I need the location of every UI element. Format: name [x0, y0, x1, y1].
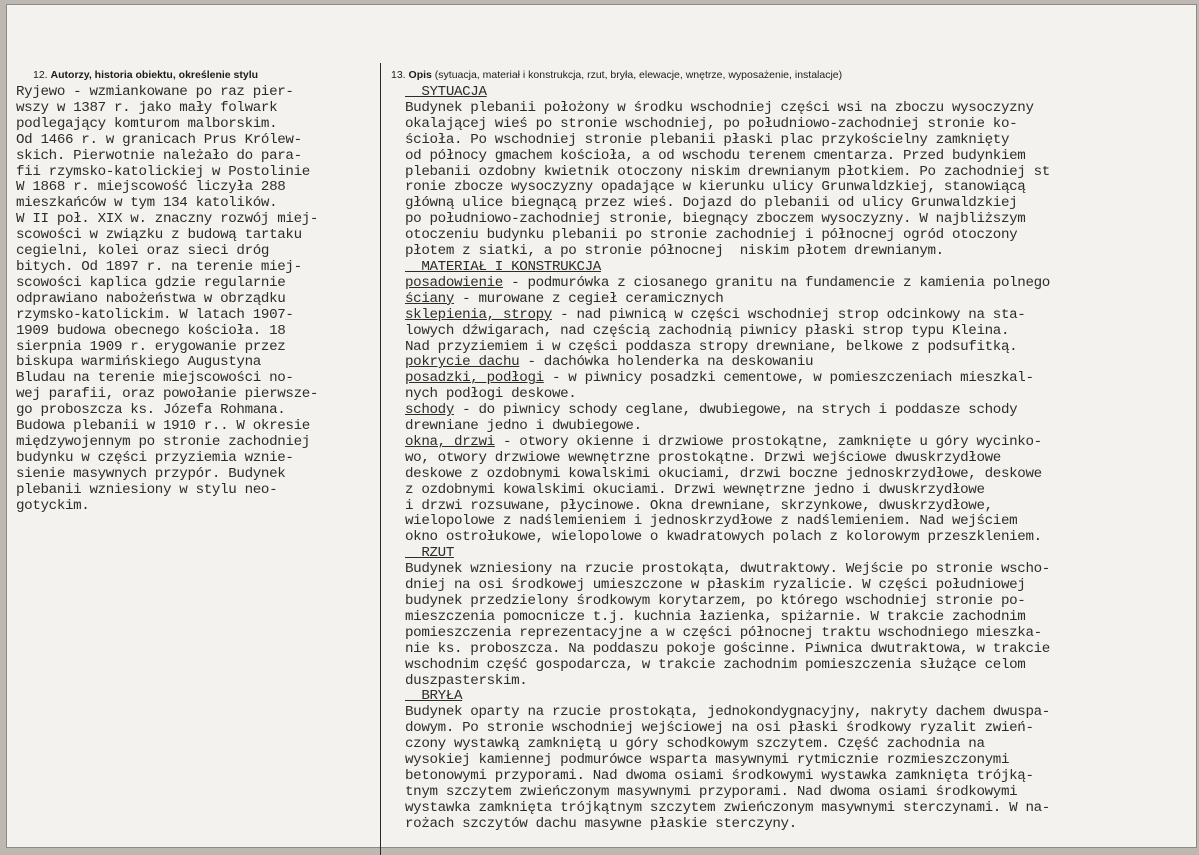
- description-line: [405, 578, 1050, 594]
- description-text-run: wystawka zamknięta trójkątnym szczytem zwieńczonym masywnymi sterczynami. W na-: [405, 799, 1050, 816]
- description-line: [405, 451, 1050, 467]
- history-line: Budowa plebanii w 1910 r.. W okresie: [16, 418, 310, 435]
- history-line: W II poł. XIX w. znaczny rozwój miej-: [16, 211, 319, 228]
- description-text-run: pomieszczenia reprezentacyjne a w części północnej traktu wschodniego mieszka-: [405, 624, 1042, 641]
- left-heading: [33, 69, 258, 81]
- history-line: go proboszcza ks. Józefa Rohmana.: [16, 402, 286, 419]
- history-line: międzywojennym po stronie zachodniej: [16, 433, 310, 450]
- section-label: ściany: [405, 290, 454, 307]
- description-text-run: płotem z siatki, a po stronie północnej niskim płotem drewnianym.: [405, 243, 944, 260]
- right-heading-number: 13.: [391, 69, 406, 81]
- description-text-run: wo, otwory drzwiowe wewnętrzne prostokątne. Drzwi wejściowe dwuskrzydłowe: [405, 449, 1001, 466]
- description-text-run: dniej na osi środkowej umieszczone w płaskim ryzalicie. W części południowej: [405, 577, 1026, 594]
- description-line: [405, 180, 1050, 196]
- description-line: [405, 212, 1050, 228]
- description-line: [405, 737, 1050, 753]
- description-text-run: lowych dźwigarach, nad częścią zachodnią piwnicy płaski strop typu Kleina.: [405, 322, 1010, 339]
- section-label: posadzki, podłogi: [405, 370, 544, 387]
- section-label: okna, drzwi: [405, 433, 495, 450]
- description-line: [405, 340, 1050, 356]
- description-text: [405, 85, 1050, 833]
- description-text-run: i drzwi rozsuwane, płycinowe. Okna drewniane, skrzynkowe, dwuskrzydłowe,: [405, 497, 993, 514]
- history-line: gotyckim.: [16, 497, 90, 514]
- section-label: schody: [405, 402, 454, 419]
- description-line: [405, 514, 1050, 530]
- description-text-run: budynek przedzielony środkowym korytarzem, po którego wschodniej stronie po-: [405, 593, 1026, 609]
- description-line: [405, 260, 1050, 276]
- description-line: [405, 228, 1050, 244]
- description-text-run: Budynek plebanii położony w środku wschodniej części wsi na zboczu wysoczyzny: [405, 99, 1034, 116]
- history-line: budynku w części przyziemia wznie-: [16, 449, 294, 466]
- section-label: SYTUACJA: [405, 84, 487, 100]
- description-text-run: nie ks. proboszcza. Na poddaszu pokoje gościnne. Piwnica dwutraktowa, w trakcie: [405, 640, 1050, 657]
- description-line: [405, 546, 1050, 562]
- history-line: plebanii wzniesiony w stylu neo-: [16, 481, 278, 498]
- description-text-run: duszpasterskim.: [405, 672, 528, 689]
- section-label: pokrycie dachu: [405, 354, 520, 371]
- description-line: [405, 165, 1050, 181]
- description-text-run: wielopolowe z nadślemieniem i jednoskrzydłowe z nadślemieniem. Nad wejściem: [405, 513, 1018, 530]
- description-text-run: nych podłogi deskowe.: [405, 386, 577, 403]
- description-line: [405, 324, 1050, 340]
- history-line: skich. Pierwotnie należało do para-: [16, 147, 302, 164]
- description-text-run: - w piwnicy posadzki cementowe, w pomieszczeniach mieszkal-: [543, 370, 1034, 387]
- description-text-run: plebanii ozdobny kwietnik otoczony niskim drewnianym płotkiem. Po zachodniej st: [405, 163, 1050, 180]
- description-line: [405, 355, 1050, 371]
- section-label: MATERIAŁ I KONSTRUKCJA: [405, 258, 601, 275]
- history-line: wej parafii, oraz powołanie pierwsze-: [16, 386, 319, 403]
- description-text-run: - podmurówka z ciosanego granitu na fundamencie z kamienia polnego: [502, 274, 1050, 291]
- description-text-run: otoczeniu budynku plebanii po stronie zachodniej i północnej ogród otoczony: [405, 227, 1018, 244]
- description-text-run: czony wystawką zamkniętą u góry schodkowym szczytem. Część zachodnia na: [405, 736, 985, 753]
- description-text-run: dowym. Po stronie wschodniej wejściowej na osi płaski środkowy ryzalit zwień-: [405, 720, 1034, 737]
- description-text-run: - otwory okienne i drzwiowe prostokątne, zamknięte u góry wycinko-: [494, 433, 1042, 450]
- document-sheet: [6, 4, 1197, 848]
- history-line: bitych. Od 1897 r. na terenie miej-: [16, 258, 302, 275]
- description-line: [405, 276, 1050, 292]
- description-line: [405, 403, 1050, 419]
- description-line: [405, 785, 1050, 801]
- section-label: BRYŁA: [405, 688, 463, 705]
- description-text-run: tnym szczytem zwieńczonym masywnymi przyporami. Nad dwoma osiami środkowymi: [405, 783, 1018, 800]
- left-heading-title: Autorzy, historia obiektu, określenie stylu: [50, 69, 259, 81]
- description-line: [405, 419, 1050, 435]
- right-heading-detail: (sytuacja, materiał i konstrukcja, rzut, bryła, elewacje, wnętrze, wyposażenie, instalacje): [434, 69, 843, 81]
- description-text-run: główną ulice biegnącą przez wieś. Dojazd do plebanii od ulicy Grunwaldzkiej: [405, 195, 1018, 212]
- description-line: [405, 387, 1050, 403]
- history-line: wszy w 1387 r. jako mały folwark: [16, 99, 278, 116]
- history-line: sienie masywnych przypór. Budynek: [16, 465, 286, 482]
- history-line: odprawiano nabożeństwa w obrządku: [16, 290, 286, 307]
- history-line: Ryjewo - wzmiankowane po raz pier-: [16, 84, 294, 100]
- history-text: [16, 85, 318, 514]
- description-text-run: rożach szczytów dachu masywne płaskie sterczyny.: [405, 815, 797, 832]
- description-text-run: Budynek oparty na rzucie prostokąta, jednokondygnacyjny, nakryty dachem dwuspa-: [405, 704, 1050, 721]
- history-line: biskupa warmińskiego Augustyna: [16, 354, 261, 371]
- history-line: podlegający komturom malborskim.: [16, 115, 278, 132]
- description-line: [405, 292, 1050, 308]
- description-line: [405, 149, 1050, 165]
- description-line: [405, 562, 1050, 578]
- description-text-run: mieszczenia pomocnicze t.j. kuchnia łazienka, spiżarnie. W trakcie zachodnim: [405, 608, 1026, 625]
- description-line: [405, 101, 1050, 117]
- column-divider: [380, 63, 381, 855]
- description-line: [405, 371, 1050, 387]
- history-line: rzymsko-katolickim. W latach 1907-: [16, 306, 294, 323]
- history-line: fii rzymsko-katolickiej w Postolinie: [16, 163, 310, 180]
- description-text-run: ronie zbocze wysoczyzny opadające w kierunku ulicy Grunwaldzkiej, stanowiącą: [405, 179, 1026, 196]
- history-line: mieszkańców w tym 134 katolików.: [16, 195, 278, 212]
- description-text-run: wschodnim część gospodarcza, w trakcie zachodnim pomieszczenia służące celom: [405, 656, 1026, 673]
- description-text-run: okalającej wieś po stronie wschodniej, po południowo-zachodniej stronie ko-: [405, 115, 1018, 132]
- history-line: 1909 budowa obecnego kościoła. 18: [16, 322, 286, 339]
- section-label: sklepienia, stropy: [405, 306, 552, 323]
- description-text-run: Nad przyziemiem i w części poddasza stropy drewniane, belkowe z podsufitką.: [405, 338, 1018, 355]
- section-label: RZUT: [405, 545, 454, 562]
- description-text-run: deskowe z ozdobnymi kowalskimi okuciami, drzwi boczne jednoskrzydłowe, deskowe: [405, 465, 1042, 482]
- history-line: Bludau na terenie miejscowości no-: [16, 370, 294, 387]
- right-heading-title: Opis: [408, 69, 432, 81]
- description-text-run: od północy gmachem kościoła, a od wschodu terenem cmentarza. Przed budynkiem: [405, 147, 1026, 164]
- history-line: scowości w związku z budową tartaku: [16, 227, 302, 244]
- description-text-run: Budynek wzniesiony na rzucie prostokąta, dwutraktowy. Wejście po stronie wscho-: [405, 561, 1050, 578]
- description-line: [405, 689, 1050, 705]
- description-line: [405, 658, 1050, 674]
- description-text-run: - dachówka holenderka na deskowaniu: [519, 354, 814, 371]
- description-text-run: wysokiej kamiennej podmurówce wsparta masywnymi rytmicznie rozmieszczonymi: [405, 752, 1010, 769]
- description-line: [405, 483, 1050, 499]
- description-text-run: betonowymi przyporami. Nad dwoma osiami środkowymi wystawka zamknięta trójką-: [405, 767, 1034, 784]
- description-line: [405, 244, 1050, 260]
- section-label: posadowienie: [405, 274, 503, 291]
- left-heading-number: 12.: [33, 69, 48, 81]
- history-line: sierpnia 1909 r. erygowanie przez: [16, 338, 286, 355]
- description-text-run: ścioła. Po wschodniej stronie plebanii płaski plac przykościelny zamknięty: [405, 131, 1010, 148]
- description-line: [405, 85, 1050, 101]
- description-line: [405, 674, 1050, 690]
- description-line: [405, 721, 1050, 737]
- description-line: [405, 196, 1050, 212]
- history-line: Od 1466 r. w granicach Prus Królew-: [16, 131, 302, 148]
- right-heading: [391, 69, 842, 81]
- description-text-run: - do piwnicy schody ceglane, dwubiegowe, na strych i poddasze schody: [453, 402, 1018, 419]
- description-line: [405, 530, 1050, 546]
- description-text-run: z ozdobnymi kowalskimi okuciami. Drzwi wewnętrzne jedno i dwuskrzydłowe: [405, 481, 985, 498]
- description-line: [405, 610, 1050, 626]
- description-line: [405, 467, 1050, 483]
- description-line: [405, 801, 1050, 817]
- history-line: W 1868 r. miejscowość liczyła 288: [16, 179, 286, 196]
- description-line: [405, 499, 1050, 515]
- description-line: [405, 769, 1050, 785]
- description-text-run: drewniane jedno i dwubiegowe.: [405, 418, 642, 435]
- description-line: [405, 705, 1050, 721]
- description-line: [405, 626, 1050, 642]
- description-text-run: okno ostrołukowe, wielopolowe o kwadratowych polach z kolorowym przeszkleniem.: [405, 529, 1042, 546]
- description-text-run: po południowo-zachodniej stronie, biegnący zboczem wysoczyzny. W najbliższym: [405, 211, 1026, 228]
- description-text-run: - nad piwnicą w części wschodniej strop odcinkowy na sta-: [551, 306, 1026, 323]
- history-line: cegielni, kolei oraz sieci dróg: [16, 243, 270, 260]
- description-line: [405, 117, 1050, 133]
- description-line: [405, 817, 1050, 833]
- description-line: [405, 133, 1050, 149]
- history-line: scowości kaplica gdzie regularnie: [16, 274, 286, 291]
- description-line: [405, 308, 1050, 324]
- description-line: [405, 642, 1050, 658]
- description-line: [405, 594, 1050, 610]
- description-line: [405, 435, 1050, 451]
- description-line: [405, 753, 1050, 769]
- description-text-run: - murowane z cegieł ceramicznych: [453, 290, 724, 307]
